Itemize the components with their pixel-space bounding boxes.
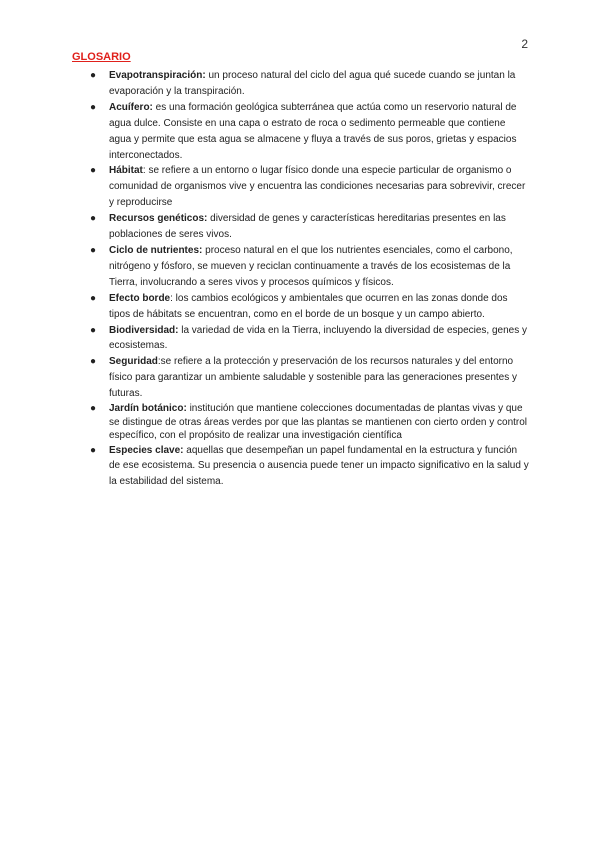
glossary-heading: GLOSARIO xyxy=(72,51,131,63)
bullet-icon: ● xyxy=(90,244,97,256)
bullet-icon: ● xyxy=(90,70,97,81)
glossary-entry-ciclo-de-nutrientes xyxy=(90,243,530,291)
glossary-entry-efecto-borde xyxy=(90,291,530,323)
glossary-entry-habitat xyxy=(90,163,530,211)
glossary-entry-evapotranspiracion xyxy=(90,68,530,100)
glossary-definition: proceso natural en el que los nutrientes esenciales, como el carbono, nitrógeno y fósforo, se mueven y reciclan continuamente a través de los ecosistemas de la Tierra, involucrando a seres vivos y procesos químicos y físicos. xyxy=(109,244,513,288)
glossary-list xyxy=(90,68,530,490)
glossary-entry-biodiversidad xyxy=(90,323,530,355)
glossary-term: Evapotranspiración: xyxy=(109,70,206,81)
bullet-icon: ● xyxy=(90,213,97,225)
glossary-definition: institución que mantiene colecciones documentadas de plantas vivas y que se distingue de otras áreas verdes por que las plantas se mantienen con cierto orden y control específico, con el propósito de realizar una investigación científica xyxy=(109,403,528,442)
glossary-term: Seguridad xyxy=(109,356,158,368)
bullet-icon: ● xyxy=(90,292,97,304)
glossary-entry-acuifero xyxy=(90,100,530,164)
glossary-term: Acuífero: xyxy=(109,101,153,113)
glossary-term: Ciclo de nutrientes: xyxy=(109,244,203,256)
glossary-definition: un proceso natural del ciclo del agua qué sucede cuando se juntan la evaporación y la transpiración. xyxy=(109,70,516,97)
glossary-definition: :se refiere a la protección y preservación de los recursos naturales y del entorno físico para garantizar un ambiente saludable y sostenible para las generaciones presentes y futuras. xyxy=(109,356,518,400)
glossary-definition: la variedad de vida en la Tierra, incluyendo la diversidad de especies, genes y ecosistemas. xyxy=(109,324,528,352)
glossary-definition: : los cambios ecológicos y ambientales que ocurren en las zonas donde dos tipos de hábitats se encuentran, como en el borde de un bosque y un campo abierto. xyxy=(109,292,508,320)
bullet-icon: ● xyxy=(90,444,97,456)
bullet-icon: ● xyxy=(90,101,97,113)
glossary-entry-especies-clave xyxy=(90,443,530,491)
glossary-term: Especies clave: xyxy=(109,444,184,456)
bullet-icon: ● xyxy=(90,403,97,415)
glossary-definition: diversidad de genes y características hereditarias presentes en las poblaciones de seres vivos. xyxy=(109,213,506,241)
bullet-icon: ● xyxy=(90,165,97,177)
glossary-definition: : se refiere a un entorno o lugar físico donde una especie particular de organismo o comunidad de organismos vive y encuentra las condiciones necesarias para sobrevivir, crecer y reproducirse xyxy=(109,165,526,209)
glossary-term: Jardín botánico: xyxy=(109,403,187,415)
glossary-term: Efecto borde xyxy=(109,292,171,304)
glossary-term: Recursos genéticos: xyxy=(109,213,208,225)
page-number: 2 xyxy=(521,37,528,51)
glossary-term: Hábitat xyxy=(109,165,143,177)
glossary-entry-jardin-botanico xyxy=(90,402,530,443)
glossary-term: Biodiversidad: xyxy=(109,324,179,336)
bullet-icon: ● xyxy=(90,356,97,368)
glossary-entry-recursos-geneticos xyxy=(90,211,530,243)
glossary-definition: es una formación geológica subterránea que actúa como un reservorio natural de agua dulce. Consiste en una capa o estrato de roca o sedimento permeable que contiene agua y permite que esta agua se almacene y fluya a través de sus poros, grietas y espacios interconectados. xyxy=(109,101,517,161)
glossary-entry-seguridad xyxy=(90,354,530,402)
bullet-icon: ● xyxy=(90,324,97,336)
glossary-definition: aquellas que desempeñan un papel fundamental en la estructura y función de ese ecosistema. Su presencia o ausencia puede tener un impacto significativo en la salud y la estabilidad del sistema. xyxy=(109,444,529,488)
